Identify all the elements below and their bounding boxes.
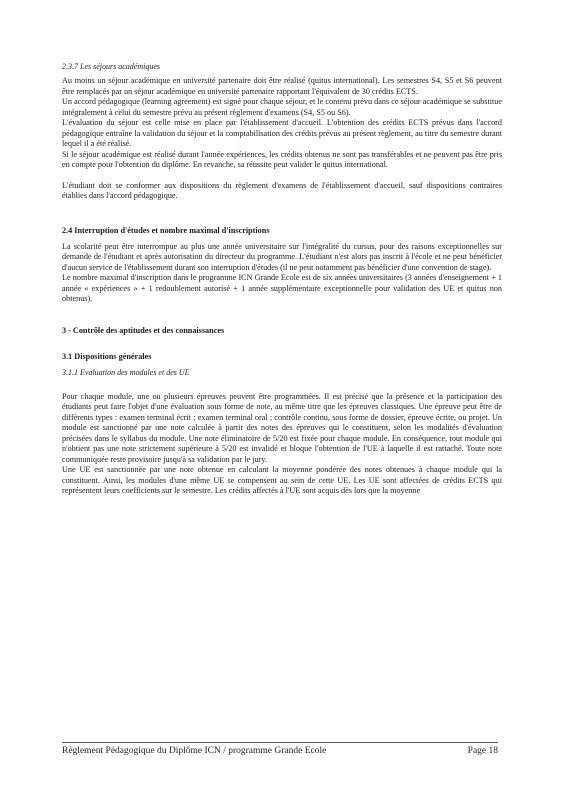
paragraph: L'évaluation du séjour est celle mise en place par l'établissement d'accueil. L'obtention des crédits ECTS prévus dans l'accord pédagogique entraîne la validation du séjour et la comptabilisation des crédits prévus au présent règlement, au titre du semestre durant lequel il a été réalisé. xyxy=(62,118,502,148)
spacer xyxy=(62,305,502,326)
spacer xyxy=(62,342,502,352)
section-heading-3-1-1: 3.1.1 Evaluation des modules et des UE xyxy=(62,367,190,377)
paragraph: Une UE est sanctionnée par une note obtenue en calculant la moyenne pondérée des notes obtenues à chaque module qui la constituent. Ainsi, les modules d'une même UE se compensent au sein de cette UE. Les UE sont affectées de crédits ECTS qui représentent leurs coefficients sur le semestre. Les crédits affectés à l'UE sont acquis dès lors que la moyenne xyxy=(62,465,502,495)
paragraph: Le nombre maximal d'inscription dans le programme ICN Grande Ecole est de six années universitaires (3 années d'enseignement + 1 année « expériences » + 1 redoublement autorisé + 1 année supplémentaire exceptionnelle pour validation des UE et quitus non obtenus). xyxy=(62,273,502,303)
spacer xyxy=(62,382,502,392)
paragraph: Pour chaque module, une ou plusieurs épreuves peuvent être programmées. Il est précisé que la présence et la participation des étudiants peut faire l'objet d'une évaluation sous forme de note, au même titre que les épreuves classiques. Une épreuve peut être de différents types : examen terminal écrit ; examen terminal oral ; contrôle continu, sous forme de dossier, épreuve écrite, ou projet. Un module est sanctionné par une note calculée à partir des notes des épreuves qui le constituent, selon les modalités d'évaluation précisées dans le syllabus du module. Une note éliminatoire de 5/20 est fixée pour chaque module. En conséquence, tout module qui n'obtient pas une note strictement supérieure à 5/20 est invalidé et bloque l'obtention de l'UE à laquelle il est rattaché. Toute note communiquée reste provisoire jusqu'à sa validation par le jury. xyxy=(62,391,502,464)
document-page xyxy=(62,62,502,497)
footer-title: Règlement Pédagogique du Diplôme ICN / programme Grande Ecole xyxy=(62,746,327,756)
section-heading-3-1: 3.1 Dispositions générales xyxy=(62,351,152,361)
spacer xyxy=(62,202,502,226)
spacer xyxy=(62,171,502,181)
paragraph: Si le séjour académique est réalisé durant l'année expériences, les crédits obtenus ne sont pas transférables et ne peuvent pas être pris en compte pour l'obtention du diplôme. En revanche, sa réussite peut valider le quitus international. xyxy=(62,149,502,169)
paragraph: La scolarité peut être interrompue au plus une année universitaire sur l'intégralité du cursus, pour des raisons exceptionnelles sur demande de l'étudiant et après autorisation du directeur du programme. L'étudiant n'est alors pas inscrit à l'école et ne peut bénéficier d'aucun service de l'établissement durant son interruption d'études (il ne peut notamment pas bénéficier d'une convention de stage). xyxy=(62,241,502,272)
section-heading-3: 3 - Contrôle des aptitudes et des connaissances xyxy=(62,325,225,335)
paragraph: L'étudiant doit se conformer aux dispositions du règlement d'examens de l'établissement d'accueil, sauf dispositions contraires établies dans l'accord pédagogique. xyxy=(62,180,502,200)
paragraph: Un accord pédagogique (learning agreement) est signé pour chaque séjour, et le contenu prévu dans ce séjour académique se substitue intégralement à celui du semestre prévu au présent règlement d'examens (S4, S5 ou S6). xyxy=(62,97,502,117)
section-heading-2-4: 2.4 Interruption d'études et nombre maximal d'inscriptions xyxy=(62,225,270,235)
page-footer xyxy=(62,742,498,756)
paragraph: Au moins un séjour académique en université partenaire doit être réalisé (quitus international). Les semestres S4, S5 et S6 peuvent être remplacés par un séjour académique en université partenaire rapportant l'équivalent de 30 crédits ECTS. xyxy=(62,76,502,96)
page-number: Page 18 xyxy=(467,746,498,756)
section-heading-2-3-7: 2.3.7 Les séjours académiques xyxy=(62,62,160,71)
